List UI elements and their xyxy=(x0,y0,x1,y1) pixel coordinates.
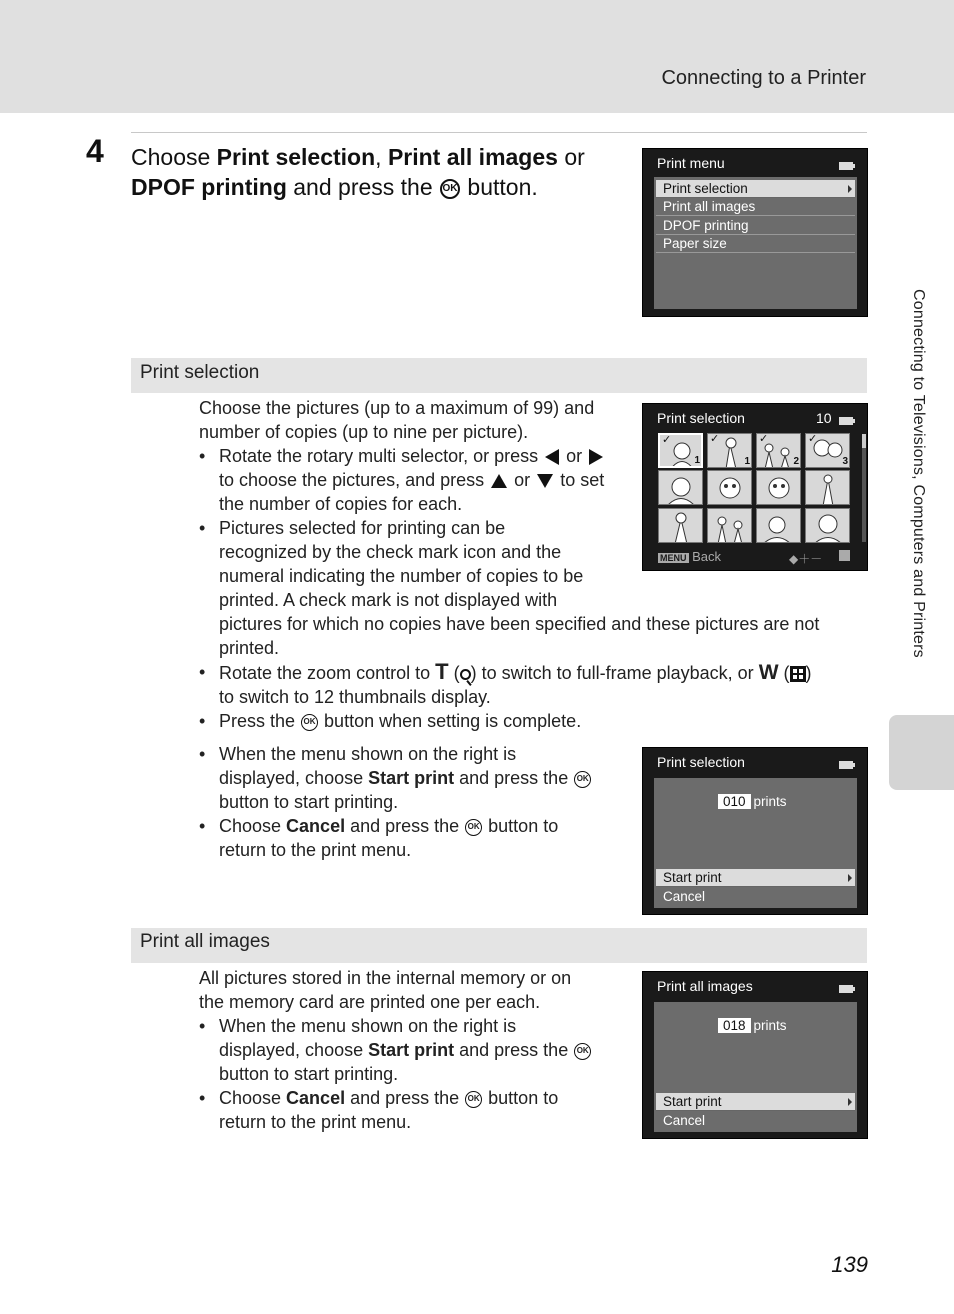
up-arrow-icon xyxy=(491,474,507,488)
screen-title: Print selection xyxy=(657,410,745,426)
list-item: • Pictures selected for printing can be recognized by the check mark icon and the numeral indicating the number of copies to be printed. A check mark is not displayed with pictures for which no copies have been specified and these pictures are not printed. xyxy=(199,518,820,658)
print-count-value: 010 xyxy=(718,794,751,809)
step-divider xyxy=(131,132,867,133)
battery-icon xyxy=(839,162,853,170)
term-print-all-images: Print all images xyxy=(387,144,558,170)
screen-title: Print all images xyxy=(657,978,753,994)
print-count: 010 prints xyxy=(718,794,787,809)
copies-adjust-hint-icon: ◆＋－ xyxy=(789,552,823,566)
print-selection-start-bullets xyxy=(199,742,619,862)
print-menu-screen xyxy=(642,148,868,317)
menu-item-print-all-images[interactable]: Print all images xyxy=(656,198,855,216)
thumbnail[interactable]: ✓ 1 xyxy=(707,433,752,468)
list-item: • Press the OK button when setting is complete. xyxy=(199,711,582,731)
section-title-print-all-images: Print all images xyxy=(140,931,270,952)
cancel-option[interactable]: Cancel xyxy=(663,1113,706,1128)
step-number: 4 xyxy=(86,133,104,169)
menu-item-print-selection[interactable]: Print selection xyxy=(656,180,855,198)
battery-icon xyxy=(839,417,853,425)
menu-back-hint: MENU Back xyxy=(660,549,722,564)
header-band xyxy=(0,0,954,113)
print-count: 018 prints xyxy=(718,1018,787,1033)
thumbnail[interactable]: ✓ 3 xyxy=(805,433,850,468)
page-number: 139 xyxy=(831,1252,868,1277)
menu-panel xyxy=(654,177,857,309)
screen-title: Print menu xyxy=(657,155,725,171)
list-item: • Rotate the rotary multi selector, or press or to choose the pictures, and press or to set the number of copies for each. xyxy=(199,446,605,514)
list-item: • When the menu shown on the right is displayed, choose Start print and press the OK button to start printing. xyxy=(199,1014,619,1086)
down-arrow-icon xyxy=(537,474,553,488)
thumbnail-grid-icon xyxy=(790,666,806,682)
thumbnail[interactable]: ✓ 1 xyxy=(658,433,703,468)
ok-button-icon: OK xyxy=(574,1043,591,1060)
start-print-screen-selection xyxy=(642,747,868,915)
list-item: • When the menu shown on the right is displayed, choose Start print and press the OK button to start printing. xyxy=(199,742,619,814)
thumbnail[interactable] xyxy=(756,508,801,543)
selected-count: 10 xyxy=(816,410,832,426)
list-item: • Choose Cancel and press the OK button to return to the print menu. xyxy=(199,1088,559,1132)
thumbnail[interactable] xyxy=(805,508,850,543)
thumbnail[interactable] xyxy=(658,508,703,543)
chapter-side-tab xyxy=(889,715,954,790)
zoom-magnifier-icon xyxy=(460,669,471,680)
list-item: • Rotate the zoom control to T ( ) to switch to full-frame playback, or W ( ) to switch to 12 thumbnails display. xyxy=(199,659,812,707)
confirm-panel xyxy=(654,1002,857,1132)
chapter-side-label: Connecting to Televisions, Computers and Printers xyxy=(910,289,927,658)
menu-button-icon: MENU xyxy=(660,553,687,563)
ok-button-icon: OK xyxy=(465,1091,482,1108)
ok-button-icon: OK xyxy=(465,819,482,836)
thumbnail[interactable] xyxy=(756,470,801,505)
left-arrow-icon xyxy=(545,449,559,465)
print-all-bullets xyxy=(199,1014,619,1134)
scrollbar[interactable] xyxy=(862,434,866,542)
start-print-screen-all xyxy=(642,971,868,1139)
cancel-option[interactable]: Cancel xyxy=(663,889,706,904)
thumbnail[interactable]: ✓ 2 xyxy=(756,433,801,468)
menu-item-dpof-printing[interactable]: DPOF printing xyxy=(656,217,855,235)
confirm-panel xyxy=(654,778,857,908)
thumbnail[interactable] xyxy=(805,470,850,505)
zoom-magnifier-icon xyxy=(839,550,850,561)
print-count-value: 018 xyxy=(718,1018,751,1033)
start-print-option[interactable]: Start print xyxy=(656,1093,855,1111)
ok-button-icon: OK xyxy=(301,714,318,731)
right-arrow-icon xyxy=(589,449,603,465)
start-print-option[interactable]: Start print xyxy=(656,869,855,887)
thumbnail[interactable] xyxy=(707,470,752,505)
thumbnail-grid xyxy=(658,433,854,543)
ok-button-icon: OK xyxy=(440,179,460,199)
print-selection-intro: Choose the pictures (up to a maximum of 99) and number of copies (up to nine per picture). xyxy=(199,398,595,442)
term-print-selection: Print selection xyxy=(216,144,376,170)
term-dpof-printing: DPOF printing xyxy=(131,174,287,200)
ok-button-icon: OK xyxy=(574,771,591,788)
step-instruction: Choose Print selection, Print all images or DPOF printing and press the OK button. xyxy=(131,144,585,200)
battery-icon xyxy=(839,761,853,769)
screen-title: Print selection xyxy=(657,754,745,770)
thumbnail[interactable] xyxy=(658,470,703,505)
list-item: • Choose Cancel and press the OK button to return to the print menu. xyxy=(199,816,559,860)
section-title-print-selection: Print selection xyxy=(140,362,260,383)
menu-item-paper-size[interactable]: Paper size xyxy=(656,235,855,253)
page-header-title: Connecting to a Printer xyxy=(661,67,866,89)
thumbnail[interactable] xyxy=(707,508,752,543)
print-selection-screen xyxy=(642,403,868,571)
battery-icon xyxy=(839,985,853,993)
print-all-intro: All pictures stored in the internal memory or on the memory card are printed one per each. xyxy=(199,968,572,1012)
